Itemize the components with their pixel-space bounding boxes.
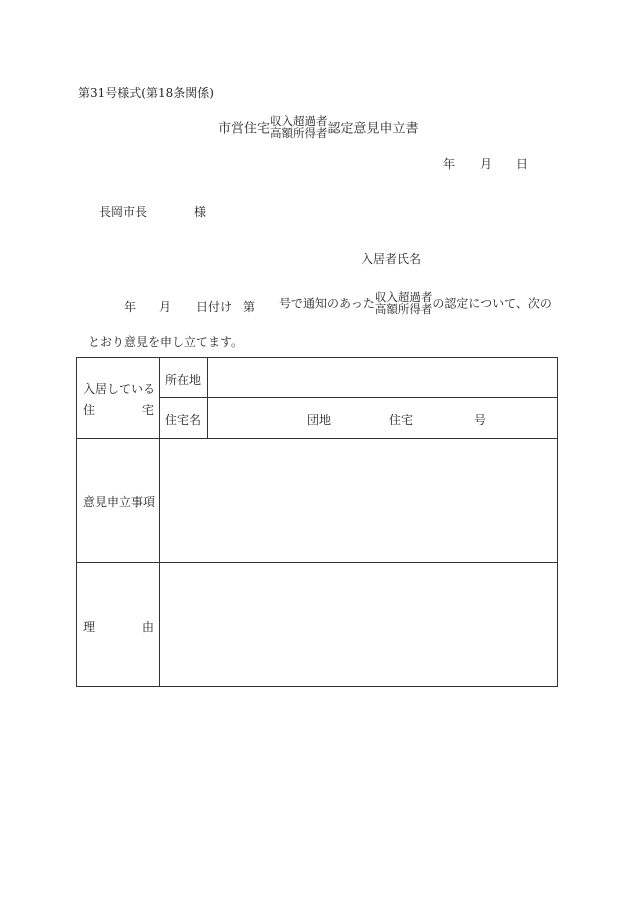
table-border-left: [76, 357, 77, 687]
addressee-name: 長岡市長: [99, 205, 148, 219]
residence-label-line2b: 宅: [142, 403, 155, 417]
row-divider-residence: [76, 438, 558, 439]
housing-name-label: 住宅名: [165, 413, 202, 427]
location-field[interactable]: [212, 361, 552, 393]
body-stack: [375, 291, 433, 315]
body-notice: 号で通知のあった: [279, 296, 375, 311]
column-divider-label: [159, 357, 160, 687]
jutaku-label: 住宅: [389, 413, 414, 427]
danchi-label: 団地: [307, 413, 332, 427]
body-line-2: とおり意見を申し立てます。: [88, 335, 244, 349]
body-dai: 第: [243, 300, 256, 314]
form-number: 第31号様式(第18条関係): [78, 86, 214, 100]
date-day-label: 日: [516, 157, 529, 171]
table-border-right: [557, 357, 558, 687]
title-stack-bottom: 高額所得者: [270, 126, 328, 140]
residence-label-line1: 入居している: [83, 382, 156, 396]
addressee-honorific: 様: [194, 205, 207, 219]
body-month: 月: [159, 300, 172, 314]
reason-label-a: 理: [83, 620, 96, 634]
column-divider-sublabel: [207, 357, 208, 439]
body-stack-bottom: 高額所得者: [374, 302, 433, 316]
body-stack-top: 収入超過者: [374, 290, 433, 304]
gou-label: 号: [474, 413, 487, 427]
opinion-field[interactable]: [164, 443, 552, 557]
applicant-name-label: 入居者氏名: [361, 252, 422, 266]
date-month-label: 月: [480, 157, 493, 171]
body-dated: 日付け: [196, 300, 233, 314]
reason-label-b: 由: [142, 620, 155, 634]
document-title: [218, 115, 419, 139]
body-sentence-rest: [279, 291, 552, 315]
table-border-top: [76, 357, 558, 358]
date-year-label: 年: [443, 157, 456, 171]
title-prefix: 市営住宅: [218, 121, 271, 137]
title-stack: [270, 115, 328, 139]
title-stack-top: 収入超過者: [270, 114, 328, 128]
opinion-label: 意見申立事項: [83, 495, 156, 509]
title-suffix: 認定意見申立書: [327, 121, 419, 137]
location-label: 所在地: [165, 373, 202, 387]
body-year: 年: [124, 300, 137, 314]
table-border-bottom: [76, 686, 558, 687]
row-divider-location: [160, 397, 558, 398]
residence-label-line2a: 住: [83, 403, 96, 417]
row-divider-opinion: [76, 562, 558, 563]
reason-field[interactable]: [164, 567, 552, 681]
body-tail: の認定について、次の: [432, 296, 552, 311]
